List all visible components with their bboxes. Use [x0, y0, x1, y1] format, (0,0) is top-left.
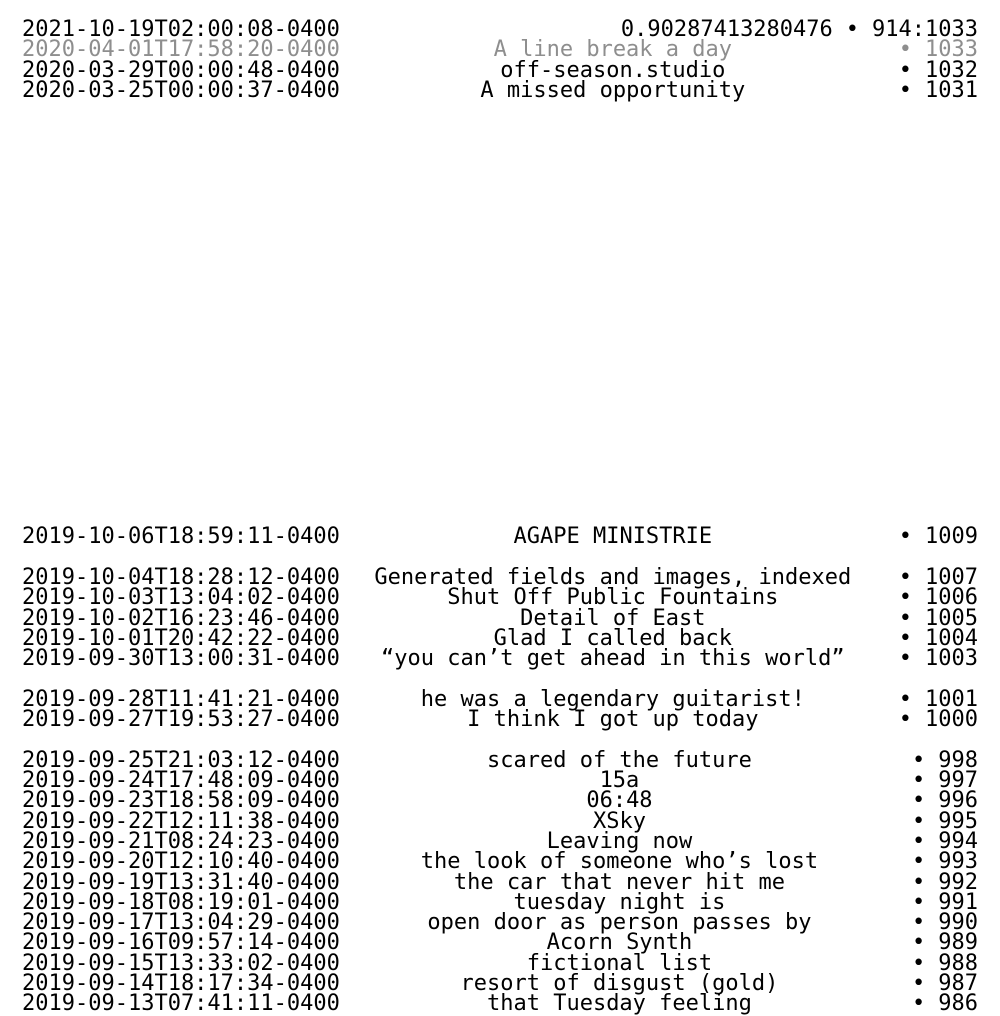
entry-number: 988	[938, 950, 978, 976]
entry-row[interactable]	[22, 991, 978, 1016]
position-timestamp: 2021-10-19T02:00:08-0400	[22, 17, 340, 42]
entry-timestamp: 2019-09-13T07:41:11-0400	[22, 991, 340, 1016]
entry-timestamp: 2019-09-28T11:41:21-0400	[22, 686, 340, 712]
entry-number: 1031	[925, 77, 978, 103]
entry-ref	[886, 646, 978, 672]
entry-number: 1001	[925, 686, 978, 712]
bullet-icon: •	[912, 808, 926, 834]
entry-title: open door as person passes by	[427, 910, 812, 936]
entry-number: 993	[938, 849, 978, 875]
entry-timestamp: 2019-09-17T13:04:29-0400	[22, 910, 340, 936]
position-ref: 914:1033	[872, 17, 978, 42]
entry-title: Generated fields and images, indexed	[374, 565, 852, 591]
entry-timestamp: 2019-09-15T13:33:02-0400	[22, 950, 340, 976]
entry-number: 1004	[925, 625, 978, 651]
entry-title: I think I got up today	[467, 707, 759, 733]
bullet-icon: •	[898, 686, 913, 712]
entry-timestamp: 2019-09-18T08:19:01-0400	[22, 889, 340, 915]
bullet-icon: •	[898, 625, 913, 651]
bullet-icon: •	[912, 747, 926, 773]
entry-row[interactable]	[22, 77, 978, 103]
entry-timestamp: 2019-09-27T19:53:27-0400	[22, 707, 340, 733]
bullet-icon: •	[912, 930, 926, 956]
entry-title: “you can’t get ahead in this world”	[381, 646, 845, 672]
entry-row[interactable]	[22, 646, 978, 672]
entry-number: 998	[938, 747, 978, 773]
entry-title: Leaving now	[546, 828, 693, 854]
bullet-icon: •	[912, 889, 926, 915]
bullet-icon: •	[912, 971, 926, 997]
bullet-icon: •	[912, 991, 926, 1016]
entry-timestamp: 2019-09-19T13:31:40-0400	[22, 869, 340, 895]
entry-timestamp: 2019-10-06T18:59:11-0400	[22, 524, 340, 550]
entry-ref	[886, 77, 978, 103]
entry-ref	[899, 991, 978, 1016]
entry-timestamp: 2019-10-03T13:04:02-0400	[22, 585, 340, 611]
entry-title: tuesday night is	[513, 889, 726, 915]
entry-number: 996	[938, 788, 978, 814]
entry-title: resort of disgust (gold)	[460, 971, 779, 997]
entry-title: A missed opportunity	[480, 77, 746, 103]
entry-title: Detail of East	[520, 605, 706, 631]
entry-number: 997	[938, 768, 978, 794]
entry-timestamp: 2019-09-24T17:48:09-0400	[22, 768, 340, 794]
bullet-icon: •	[898, 77, 913, 103]
entry-timestamp: 2019-09-25T21:03:12-0400	[22, 747, 340, 773]
bullet-icon: •	[912, 768, 926, 794]
entry-title: the car that never hit me	[453, 869, 786, 895]
entry-title: he was a legendary guitarist!	[420, 686, 805, 712]
entry-number: 1033	[925, 37, 978, 63]
entry-timestamp: 2020-04-01T17:58:20-0400	[22, 37, 340, 63]
entry-title: A line break a day	[493, 37, 733, 63]
bullet-icon: •	[912, 788, 926, 814]
entry-ref	[886, 524, 978, 550]
entry-timestamp: 2019-10-02T16:23:46-0400	[22, 605, 340, 631]
entry-row[interactable]	[22, 707, 978, 733]
bullet-icon: •	[898, 585, 913, 611]
missing-entries-gap	[22, 101, 978, 527]
entry-title: Acorn Synth	[546, 930, 693, 956]
entry-timestamp: 2019-09-14T18:17:34-0400	[22, 971, 340, 997]
entry-number: 1005	[925, 605, 978, 631]
entry-timestamp: 2019-09-20T12:10:40-0400	[22, 849, 340, 875]
bullet-icon: •	[845, 17, 860, 42]
entry-timestamp: 2019-09-16T09:57:14-0400	[22, 930, 340, 956]
entry-ref	[886, 707, 978, 733]
entry-number: 1006	[925, 585, 978, 611]
bullet-icon: •	[898, 37, 913, 63]
entry-title: XSky	[592, 808, 646, 834]
bullet-icon: •	[898, 707, 913, 733]
entry-title: Glad I called back	[493, 625, 733, 651]
entry-title: 15a	[599, 768, 640, 794]
entry-number: 1032	[925, 57, 978, 83]
entry-number: 992	[938, 869, 978, 895]
bullet-icon: •	[898, 605, 913, 631]
bullet-icon: •	[912, 849, 926, 875]
entry-number: 1000	[925, 707, 978, 733]
bullet-icon: •	[898, 646, 913, 672]
entry-title: the look of someone who’s lost	[420, 849, 819, 875]
entry-timestamp: 2019-10-04T18:28:12-0400	[22, 565, 340, 591]
entry-title: that Tuesday feeling	[486, 991, 752, 1016]
entry-number: 1007	[925, 565, 978, 591]
entry-title: Shut Off Public Fountains	[447, 585, 779, 611]
entry-title: off-season.studio	[500, 57, 726, 83]
entry-timestamp: 2020-03-29T00:00:48-0400	[22, 57, 340, 83]
bullet-icon: •	[898, 565, 913, 591]
entry-row[interactable]	[22, 524, 978, 550]
position-value: 0.90287413280476	[620, 17, 833, 42]
entry-timestamp: 2019-09-22T12:11:38-0400	[22, 808, 340, 834]
entry-number: 989	[938, 930, 978, 956]
entry-number: 1003	[925, 646, 978, 672]
entry-number: 994	[938, 828, 978, 854]
bullet-icon: •	[912, 950, 926, 976]
entry-number: 987	[938, 971, 978, 997]
entry-title: 06:48	[586, 788, 653, 814]
bullet-icon: •	[912, 869, 926, 895]
entry-timestamp: 2019-09-21T08:24:23-0400	[22, 828, 340, 854]
entry-number: 986	[938, 991, 978, 1016]
entry-number: 991	[938, 889, 978, 915]
bullet-icon: •	[912, 910, 926, 936]
entry-number: 995	[938, 808, 978, 834]
entry-timestamp: 2019-09-30T13:00:31-0400	[22, 646, 340, 672]
bullet-icon: •	[898, 524, 913, 550]
entry-timestamp: 2019-10-01T20:42:22-0400	[22, 625, 340, 651]
entry-title: scared of the future	[486, 747, 752, 773]
entry-number: 1009	[925, 524, 978, 550]
entry-timestamp: 2019-09-23T18:58:09-0400	[22, 788, 340, 814]
entry-title: fictional list	[526, 950, 713, 976]
entry-title: AGAPE MINISTRIE	[513, 524, 713, 550]
bullet-icon: •	[898, 57, 913, 83]
bullet-icon: •	[912, 828, 926, 854]
entry-number: 990	[938, 910, 978, 936]
entry-timestamp: 2020-03-25T00:00:37-0400	[22, 77, 340, 103]
